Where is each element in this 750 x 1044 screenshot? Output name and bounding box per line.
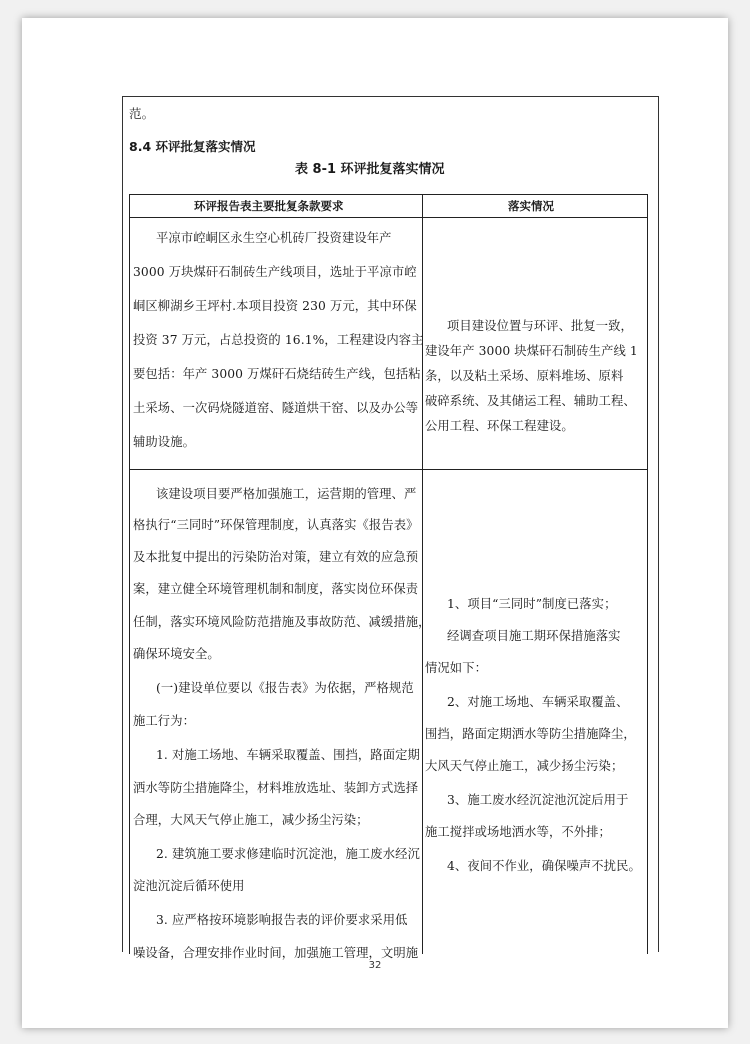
document-page <box>22 18 728 1028</box>
table-cell-line: 确保环境安全。 <box>133 647 220 661</box>
table-cell-line: 2. 建筑施工要求修建临时沉淀池，施工废水经沉 <box>156 847 420 861</box>
table-cell-line: 条，以及粘土采场、原料堆场、原料 <box>425 369 624 383</box>
table-caption: 表 8-1 环评批复落实情况 <box>295 162 445 177</box>
table-cell-line: 破碎系统、及其储运工程、辅助工程、 <box>425 394 636 408</box>
row-divider <box>130 469 647 470</box>
table-cell-line: 格执行“三同时”环保管理制度，认真落实《报告表》 <box>133 518 419 532</box>
table-cell-line: 淀池沉淀后循环使用 <box>133 879 245 893</box>
table-cell-line: 洒水等防尘措施降尘，材料堆放选址、装卸方式选择 <box>133 781 419 795</box>
table-cell-line: 噪设备，合理安排作业时间，加强施工管理，文明施 <box>133 946 419 960</box>
table-cell-line: 峒区柳湖乡王坪村.本项目投资 230 万元，其中环保 <box>133 299 417 313</box>
table-cell-line: 该建设项目要严格加强施工，运营期的管理、严 <box>156 487 417 501</box>
table-cell-line: 3000 万块煤矸石制砖生产线项目，选址于平凉市崆 <box>133 265 417 279</box>
table-cell-line: 辅助设施。 <box>133 435 195 449</box>
column-divider <box>422 195 423 954</box>
table-cell-line: 3、施工废水经沉淀池沉淀后用于 <box>447 793 629 807</box>
table-cell-line: 施工行为： <box>133 714 195 728</box>
table-cell-line: 施工搅拌或场地洒水等，不外排； <box>425 825 611 839</box>
table-cell-line: 情况如下： <box>425 661 487 675</box>
table-cell-line: 大风天气停止施工，减少扬尘污染； <box>425 759 624 773</box>
table-cell-line: 4、夜间不作业，确保噪声不扰民。 <box>447 859 641 873</box>
table-cell-line: 项目建设位置与环评、批复一致， <box>447 319 633 333</box>
table-cell-line: 投资 37 万元，占总投资的 16.1%，工程建设内容主 <box>133 333 424 347</box>
table-cell-line: 经调查项目施工期环保措施落实 <box>447 629 621 643</box>
table-header-row <box>130 195 647 218</box>
table-cell-line: 建设年产 3000 块煤矸石制砖生产线 1 <box>425 344 638 358</box>
table-cell-line: 1、项目“三同时”制度已落实； <box>447 597 617 611</box>
table-cell-line: 平凉市崆峒区永生空心机砖厂投资建设年产 <box>156 231 392 245</box>
compliance-table <box>129 194 648 960</box>
table-cell-line: 2、对施工场地、车辆采取覆盖、 <box>447 695 629 709</box>
table-cell-line: 土采场、一次码烧隧道窑、隧道烘干窑、以及办公等 <box>133 401 419 415</box>
table-cell-line: 要包括：年产 3000 万煤矸石烧结砖生产线，包括粘 <box>133 367 421 381</box>
section-heading: 8.4 环评批复落实情况 <box>129 139 256 154</box>
table-cell-line: (一)建设单位要以《报告表》为依据，严格规范 <box>156 681 414 695</box>
table-cell-line: 3. 应严格按环境影响报告表的评价要求采用低 <box>156 913 408 927</box>
table-cell-line: 任制，落实环境风险防范措施及事故防范、减缓措施， <box>133 615 431 629</box>
continuation-text: 范。 <box>129 106 155 121</box>
content-frame <box>122 96 659 960</box>
table-cell-line: 公用工程、环保工程建设。 <box>425 419 574 433</box>
table-cell-line: 合理，大风天气停止施工，减少扬尘污染； <box>133 813 369 827</box>
col2-header: 落实情况 <box>508 199 554 213</box>
table-cell-line: 案，建立健全环境管理机制和制度，落实岗位环保责 <box>133 582 419 596</box>
table-cell-line: 及本批复中提出的污染防治对策，建立有效的应急预 <box>133 550 419 564</box>
page-number: 32 <box>368 960 382 971</box>
col1-header: 环评报告表主要批复条款要求 <box>194 199 344 213</box>
table-cell-line: 1. 对施工场地、车辆采取覆盖、围挡，路面定期 <box>156 748 420 762</box>
table-cell-line: 围挡，路面定期洒水等防尘措施降尘， <box>425 727 636 741</box>
